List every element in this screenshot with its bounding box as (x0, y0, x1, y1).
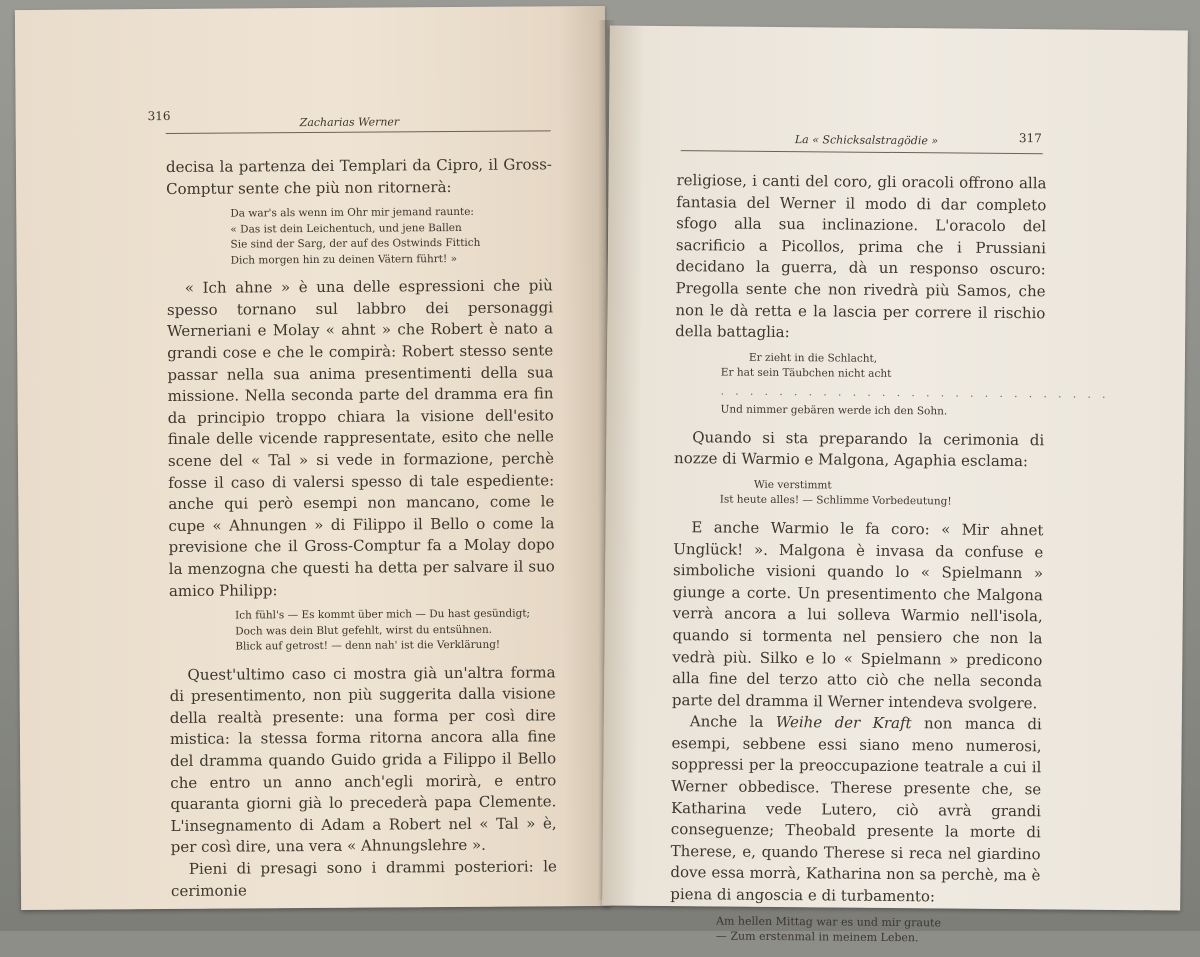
quote-ellipsis: . . . . . . . . . . . . . . . . . . . . . . . . . . . (720, 385, 1110, 401)
para-anche-rest: non manca di esempi, sebbene essi siano meno numerosi, soppressi per la preoccupazione teatrale a cui il Werner obbedisce. Therese presente che, se Katharina vede Lutero, ciò avrà grandi conseguenze; Theobald presente la morte di Therese, e, quando Therese si reca nel giardino dove essa morrà, Katharina non sa perchè, ma è piena di angoscia e di turbamento: (670, 714, 1042, 906)
left-running-head: Zacharias Werner (299, 115, 400, 130)
left-paragraph-2: « Ich ahne » è una delle espressioni che più spesso tornano sul labbro dei personaggi Werneriani e Molay « ahnt » che Robert è nato a grandi cose e che le compirà: Robert stesso sente passar nella sua anima presentimenti della sua missione. Nella seconda parte del dramma era fin da principio troppo chiara la visione dell'esito finale delle vicende rappresentate, esito che nelle scene del « Tal » si vede in formazione, perchè fosse il caso di valersi spesso di tale espediente: anche qui però esempi non mancano, come le cupe « Ahnungen » di Filippo il Bello o come la previsione che il Gross-Comptur fa a Molay dopo la menzogna che questi ha detta per salvare il suo amico Philipp: (166, 276, 555, 600)
right-page-number: 317 (1018, 131, 1042, 146)
quote-line: Dich morgen hin zu deinen Vätern führt! » (230, 252, 458, 267)
left-page (15, 6, 611, 910)
right-paragraph-1: religiose, i canti del coro, gli oracoli offrono alla fantasia del Werner il modo di dar completo sfogo alla sua inclinazione. L'oracolo del sacrificio a Picollos, prima che i Prussiani decidano la guerra, dà un responso oscuro: Pregolla sente che non rivedrà più Samos, che non le dà retta e la lascia per correre il rischio della battaglia: (675, 171, 1047, 342)
left-header-rule (166, 130, 551, 134)
quote-line: Da war's als wenn im Ohr mir jemand raunte: (230, 206, 474, 220)
quote-line: Ich fühl's — Es kommt über mich — Du hast gesündigt; (235, 607, 531, 622)
para-anche-prefix: Anche la (689, 712, 776, 732)
right-page (602, 25, 1188, 945)
quote-line: Er hat sein Täubchen nicht acht (720, 366, 892, 381)
quote-line: « Das ist dein Leichentuch, und jene Ballen (230, 221, 462, 236)
quote-line: Und nimmer gebären werde ich den Sohn. (720, 403, 948, 418)
right-paragraph-2: Quando si sta preparando la cerimonia di nozze di Warmio e Malgona, Agaphia esclama: (673, 427, 1045, 471)
right-header-rule (681, 150, 1043, 154)
left-running-header (16, 106, 606, 130)
left-paragraph-1: decisa la partenza dei Templari da Cipro, il Gross-Comptur sente che più non ritornerà: (165, 155, 553, 198)
left-quote-2 (235, 606, 555, 655)
left-page-number: 316 (147, 108, 171, 124)
quote-line: Doch was dein Blut gefehlt, wirst du entsühnen. (235, 623, 493, 638)
quote-line: Sie sind der Sarg, der auf des Ostwinds Fittich (230, 237, 481, 251)
right-quote-1 (720, 350, 1110, 421)
right-paragraph-4 (670, 711, 1042, 909)
right-running-head: La « Schicksalstragödie » (794, 133, 939, 148)
left-text-block (166, 154, 557, 902)
work-title-weihe: Weihe der Kraft (775, 713, 912, 733)
right-paragraph-3: E anche Warmio le fa coro: « Mir ahnet Unglück! ». Malgona è invasa da confuse e simboliche visioni quando lo « Spielmann » giunge a corte. Un presentimento che Malgona verrà ancora a lui solleva Warmio nell'isola, quando si tormenta nel pensiero che non la vedrà più. Silko e lo « Spielmann » predicono alla fine del terzo atto ciò che nella seconda parte del dramma il Werner intendeva svolgere. (671, 518, 1044, 712)
quote-line: Wie verstimmt (753, 478, 832, 492)
quote-line: Er zieht in die Schlacht, (748, 351, 878, 365)
left-quote-1 (230, 205, 552, 269)
right-quote-2 (720, 477, 1044, 511)
right-quote-3 (716, 913, 1040, 947)
left-paragraph-3: Quest'ultimo caso ci mostra già un'altra forma di presentimento, non più suggerita dalla visione della realtà presente: una forma per così dire mistica: la stessa forma ritorna ancora alla fine del dramma quando Guido grida a Filippo il Bello che entro un anno anch'egli morirà, e entro quaranta giorni già lo precederà papa Clemente. L'insegnamento di Adam a Robert nel « Tal » è, per così dire, una vera « Ahnungslehre ». (169, 662, 557, 857)
quote-line: Am hellen Mittag war es und mir graute (715, 914, 942, 930)
quote-line: — Zum erstenmal in meinem Leben. (715, 929, 919, 945)
right-running-header (609, 127, 1187, 148)
quote-line: Blick auf getrost! — denn nah' ist die Verklärung! (235, 638, 501, 653)
right-text-block (670, 170, 1110, 956)
left-paragraph-4: Pieni di presagi sono i drammi posteriori: le cerimonie (170, 857, 557, 900)
quote-line: Ist heute alles! — Schlimme Vorbedeutung! (719, 493, 952, 508)
